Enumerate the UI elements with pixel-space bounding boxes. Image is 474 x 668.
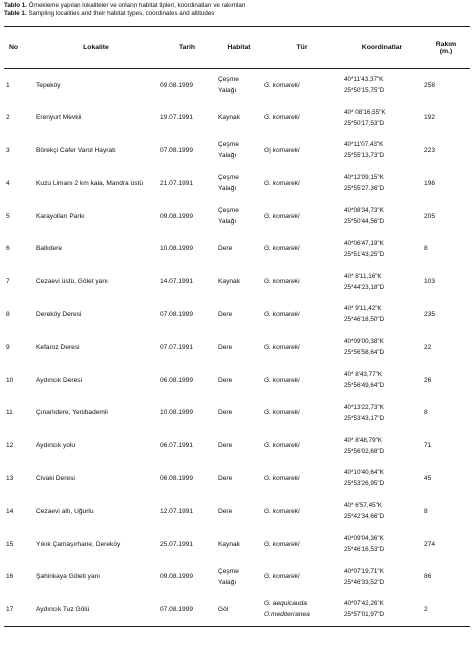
cell-koordinat: 40*11'43,37"K 25*50'15,75"D bbox=[344, 76, 385, 95]
cell-no: 9 bbox=[6, 343, 10, 351]
cell-rakim: 8 bbox=[424, 507, 428, 515]
cell-no: 17 bbox=[4, 593, 34, 626]
cell-tur: G. komareki bbox=[264, 81, 300, 89]
cell-habitat: Dere bbox=[218, 474, 233, 482]
cell-no: 13 bbox=[6, 474, 14, 482]
cell-habitat: Kaynak bbox=[218, 540, 240, 548]
cell-rakim: 205 bbox=[424, 212, 436, 220]
sampling-localities-table bbox=[4, 26, 470, 627]
header-lokalite: Lokalite bbox=[34, 27, 158, 69]
caption-english: Table 1. Sampling localities and their habitat types, coordinates and altitudes bbox=[4, 10, 215, 18]
table-row bbox=[4, 429, 470, 462]
header-no: No bbox=[4, 27, 34, 69]
cell-rakim: 192 bbox=[424, 114, 436, 122]
cell-habitat: Dere bbox=[218, 376, 233, 384]
cell-habitat: Çeşme Yalağı bbox=[218, 76, 239, 95]
cell-tur: G. komareki bbox=[264, 278, 300, 286]
table-row bbox=[4, 69, 470, 102]
cell-rakim: 8 bbox=[424, 245, 428, 253]
cell-tarih: 12.07.1991 bbox=[160, 507, 194, 515]
cell-rakim: 274 bbox=[424, 540, 436, 548]
cell-tarih: 10.08.1999 bbox=[160, 409, 194, 417]
cell-no: 5 bbox=[6, 212, 10, 220]
cell-tarih: 14.07.1991 bbox=[160, 278, 194, 286]
cell-lokalite: Tepeköy bbox=[36, 81, 61, 89]
cell-koordinat: 40* 9'11,42"K 25*46'18,50"D bbox=[344, 305, 385, 324]
cell-rakim: 8 bbox=[424, 409, 428, 417]
cell-habitat: Dere bbox=[218, 310, 233, 318]
cell-no: 12 bbox=[6, 442, 14, 450]
cell-tur: G. komareki bbox=[264, 179, 300, 187]
table-row bbox=[4, 495, 470, 528]
cell-tur: G. komareki bbox=[264, 343, 300, 351]
table-row bbox=[4, 200, 470, 233]
cell-no: 7 bbox=[6, 278, 10, 286]
table-header-row bbox=[4, 27, 470, 69]
cell-habitat: Dere bbox=[218, 507, 233, 515]
cell-koordinat: 40*08'34,73"K 25*50'44,56"D bbox=[344, 207, 385, 226]
table-row bbox=[4, 396, 470, 429]
cell-rakim: 71 bbox=[424, 442, 432, 450]
cell-tarih: 06.07.1991 bbox=[160, 442, 194, 450]
cell-habitat: Dere bbox=[218, 245, 233, 253]
cell-tur: G| komareki bbox=[264, 146, 300, 154]
cell-rakim: 196 bbox=[424, 179, 436, 187]
cell-no: 8 bbox=[6, 310, 10, 318]
cell-tarih: 07.08.1999 bbox=[160, 310, 194, 318]
cell-tur: G. komareki bbox=[264, 310, 300, 318]
cell-rakim: 2 bbox=[422, 593, 470, 626]
cell-lokalite: Dereköy Deresi bbox=[36, 310, 82, 318]
cell-rakim: 22 bbox=[424, 343, 432, 351]
table-row bbox=[4, 101, 470, 134]
cell-tarih: 07.08.1999 bbox=[158, 593, 216, 626]
cell-tur: G. komareki bbox=[264, 573, 300, 581]
cell-tarih: 09.08.1999 bbox=[160, 212, 194, 220]
cell-koordinat: 40*13'22,73"K 25*53'43,17"D bbox=[344, 403, 385, 422]
cell-lokalite: Çınarlıdere, Yenibademli bbox=[36, 409, 108, 417]
cell-tarih: 21.07.1991 bbox=[160, 179, 194, 187]
cell-tarih: 09.08.1999 bbox=[160, 81, 194, 89]
cell-koordinat: 40*06'47,19"K 25*51'43,25"D bbox=[344, 239, 385, 258]
table-row bbox=[4, 528, 470, 561]
cell-tur: G. komareki bbox=[264, 376, 300, 384]
cell-no: 6 bbox=[6, 245, 10, 253]
table-caption bbox=[4, 2, 470, 18]
cell-tarih: 06.08.1999 bbox=[160, 376, 194, 384]
cell-tur: G. komareki bbox=[264, 409, 300, 417]
cell-lokalite: Börekçi Cafer Varol Hayratı bbox=[36, 146, 116, 154]
cell-tur: G. komareki bbox=[264, 442, 300, 450]
cell-koordinat: 40* 8'43,77"K 25*56'49,64"D bbox=[344, 371, 385, 390]
cell-rakim: 235 bbox=[424, 310, 436, 318]
cell-koordinat: 40*10'40,64"K 25*53'26,95"D bbox=[344, 469, 385, 488]
cell-habitat: Kaynak bbox=[218, 114, 240, 122]
table-row bbox=[4, 331, 470, 364]
cell-tarih: 19.07.1991 bbox=[160, 114, 194, 122]
cell-habitat: Dere bbox=[218, 442, 233, 450]
cell-rakim: 45 bbox=[424, 474, 432, 482]
table-body bbox=[4, 69, 470, 627]
cell-rakim: 86 bbox=[424, 573, 432, 581]
cell-tur: G. komareki bbox=[264, 114, 300, 122]
table-row bbox=[4, 134, 470, 167]
cell-lokalite: Ballıdere bbox=[36, 245, 63, 253]
table-row bbox=[4, 364, 470, 397]
cell-lokalite: Erenyurt Mevkii bbox=[36, 114, 82, 122]
cell-lokalite: Karayolları Parkı bbox=[36, 212, 85, 220]
cell-no: 3 bbox=[6, 146, 10, 154]
cell-habitat: Çeşme Yalağı bbox=[218, 141, 239, 160]
cell-tarih: 10.08.1999 bbox=[160, 245, 194, 253]
cell-lokalite: Şahinkaya Göleti yanı bbox=[36, 573, 101, 581]
table-row bbox=[4, 232, 470, 265]
cell-koordinat: 40*11'07,43"K 25*55'13,73"D bbox=[344, 141, 385, 160]
cell-tur: G. komareki bbox=[264, 540, 300, 548]
table-row bbox=[4, 298, 470, 331]
cell-lokalite: Yıkık Çamaşırhane, Dereköy bbox=[36, 540, 121, 548]
table-row bbox=[4, 265, 470, 298]
header-tur: Tür bbox=[262, 27, 342, 69]
cell-tur: G. aequicauda O.mediterranea bbox=[262, 593, 342, 626]
cell-lokalite: Kuzu Limanı 2 km kala, Mandra üstü bbox=[36, 179, 144, 187]
cell-no: 10 bbox=[6, 376, 14, 384]
cell-tarih: 09.08.1999 bbox=[160, 573, 194, 581]
cell-koordinat: 40* 08'16,55"K 25*50'17,53"D bbox=[344, 108, 386, 127]
cell-no: 11 bbox=[6, 409, 13, 417]
table-row bbox=[4, 167, 470, 200]
cell-habitat: Göl bbox=[216, 593, 262, 626]
cell-tur: G. komareki bbox=[264, 507, 300, 515]
cell-tarih: 25.07.1991 bbox=[160, 540, 194, 548]
caption-turkish: Tablo 1. Örnekleme yapılan lokaliteler ve onların habitat tipleri, koordinatları ve rakımları bbox=[4, 2, 246, 9]
cell-tarih: 06.08.1999 bbox=[160, 474, 194, 482]
cell-koordinat: 40*07'42,26"K 25*57'01,97"D bbox=[342, 593, 422, 626]
header-koordinatlar: Koordinatlar bbox=[342, 27, 422, 69]
cell-no: 16 bbox=[6, 573, 14, 581]
cell-no: 15 bbox=[6, 540, 14, 548]
cell-no: 4 bbox=[6, 179, 10, 187]
cell-no: 14 bbox=[6, 507, 14, 515]
cell-rakim: 103 bbox=[424, 278, 436, 286]
cell-koordinat: 40*07'19,71"K 25*46'33,52"D bbox=[344, 567, 385, 586]
cell-habitat: Çeşme Yalağı bbox=[218, 174, 239, 193]
header-tarih: Tarih bbox=[158, 27, 216, 69]
cell-lokalite: Cezaevi üstü, Gölet yanı bbox=[36, 278, 108, 286]
cell-rakim: 258 bbox=[424, 81, 436, 89]
table-row bbox=[4, 462, 470, 495]
cell-lokalite: Cezaevi altı, Uğurlu bbox=[36, 507, 94, 515]
cell-habitat: Kaynak bbox=[218, 278, 240, 286]
cell-no: 1 bbox=[6, 81, 10, 89]
table-row bbox=[4, 593, 470, 626]
cell-rakim: 223 bbox=[424, 146, 436, 154]
cell-tur: G. komareki bbox=[264, 212, 300, 220]
cell-lokalite: Kefaroz Deresi bbox=[36, 343, 80, 351]
cell-lokalite: Civaki Deresi bbox=[36, 474, 75, 482]
cell-no: 2 bbox=[6, 114, 10, 122]
cell-lokalite: Aydıncık yolu bbox=[36, 442, 76, 450]
header-habitat: Habitat bbox=[216, 27, 262, 69]
cell-lokalite: Aydıncık Tuz Gölü bbox=[34, 593, 158, 626]
cell-tur: G. komareki bbox=[264, 245, 300, 253]
table-row bbox=[4, 560, 470, 593]
cell-habitat: Çeşme Yalağı bbox=[218, 207, 239, 226]
cell-koordinat: 40* 6'57,45"K 25*42'34,66"D bbox=[344, 502, 385, 521]
cell-koordinat: 40* 8'11,16"K 25*44'23,18"D bbox=[344, 272, 385, 291]
cell-habitat: Dere bbox=[218, 409, 233, 417]
cell-lokalite: Aydıncık Deresi bbox=[36, 376, 83, 384]
cell-tur: G. komareki bbox=[264, 474, 300, 482]
cell-habitat: Çeşme Yalağı bbox=[218, 567, 239, 586]
cell-tarih: 07.08.1999 bbox=[160, 146, 194, 154]
header-rakim: Rakım (m.) bbox=[422, 27, 470, 69]
cell-koordinat: 40* 8'48,79"K 25*56'02,68"D bbox=[344, 436, 385, 455]
cell-koordinat: 40*09'00,38"K 25*56'58,64"D bbox=[344, 338, 385, 357]
cell-koordinat: 40*12'09,15"K 25*55'27,36"D bbox=[344, 174, 385, 193]
cell-koordinat: 40*09'04,36"K 25*46'16,53"D bbox=[344, 535, 385, 554]
cell-tarih: 07.07.1991 bbox=[160, 343, 194, 351]
cell-habitat: Dere bbox=[218, 343, 233, 351]
cell-rakim: 26 bbox=[424, 376, 432, 384]
